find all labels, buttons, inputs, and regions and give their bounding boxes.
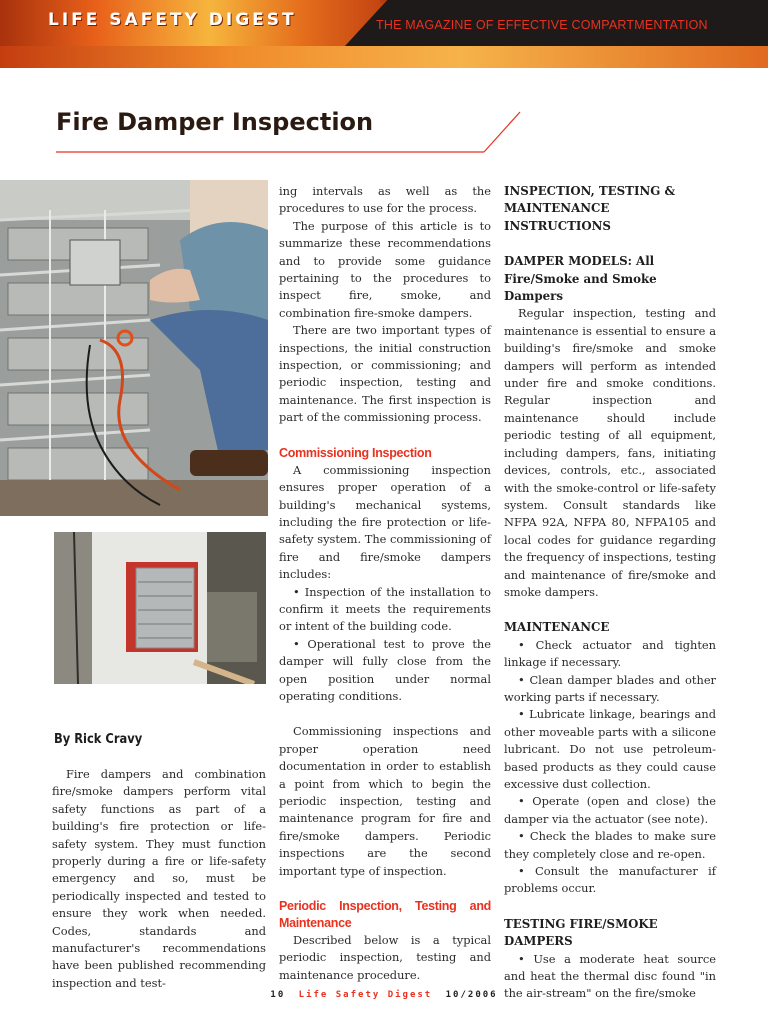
photo-technician-inspecting-damper [0,180,268,516]
paragraph-commissioning: A commissioning inspection ensures proper operation of a building's mechanical systems, including the fire protection or life-safety system. The commissioning of fire and fire/smoke dampers includes: [279,462,491,582]
article-column-right [504,183,716,1003]
photo-installed-damper-wall [54,532,266,684]
paragraph-inspection-types: There are two important types of inspections, the initial construction inspection, or commissioning; and periodic inspection, testing and maintenance. The first inspection is part of the commissioning process. [279,323,491,425]
page-footer [0,990,768,1000]
article-byline: By Rick Cravy [54,731,143,747]
article-headline: Fire Damper Inspection [56,108,374,136]
paragraph-purpose: The purpose of this article is to summarize these recommendations and to provide some guidance pertaining to the procedures to inspect fire, smoke, and combination fire-smoke dampers. [279,218,491,320]
subhead-maintenance: MAINTENANCE [504,620,610,635]
bullet-operate-damper: • Operate (open and close) the damper via the actuator (see note). [504,794,716,826]
paragraph-intro: Fire dampers and combination fire/smoke dampers perform vital safety functions as part of a building's fire protection or life-safety system. They must function properly during a fire or life-safety emergency and so, must be periodically inspected and tested to ensure they work when needed. Codes, standards and manufacturer's recommendations have been published recommending inspection and test- [52,767,266,990]
paragraph-documentation: Commissioning inspections and proper operation need documentation in order to establish a point from which to begin the periodic inspection, testing and maintenance program for fire and fire/smoke dampers. Periodic inspections are the second important type of inspection. [279,724,491,878]
masthead-title: LIFE SAFETY DIGEST [48,10,297,30]
paragraph-regular-inspection: Regular inspection, testing and maintenance is essential to ensure a building's fire/smoke and smoke dampers will perform as intended under fire and smoke conditions. Regular inspection and maintenance should include periodic testing of all equipment, including dampers, fans, initiating devices, controls, etc., associated with the smoke-control or life-safety system. Consult standards like NFPA 92A, NFPA 80, NFPA105 and local codes for guidance regarding the frequency of inspections, testing and maintenance of fire/smoke and smoke dampers. [504,306,716,599]
subhead-commissioning: Commissioning Inspection [279,445,432,460]
subhead-periodic-inspection: Periodic Inspection, Testing and Maintenance [279,899,491,931]
bullet-operational-test: • Operational test to prove the damper will fully close from the open position under normal operating conditions. [279,636,491,703]
masthead-tagline: THE MAGAZINE OF EFFECTIVE COMPARTMENTATION [376,18,708,32]
footer-magazine-name: Life Safety Digest [298,990,433,1000]
subhead-instructions: INSPECTION, TESTING & MAINTENANCE INSTRUCTIONS [504,184,676,233]
bullet-check-actuator: • Check actuator and tighten linkage if necessary. [504,637,716,670]
headline-rule [56,108,526,156]
banner-stripe [0,46,768,68]
bullet-installation-inspection: • Inspection of the installation to confirm it meets the requirements or intent of the building code. [279,584,491,634]
bullet-check-blades: • Check the blades to make sure they completely close and re-open. [504,829,716,861]
paragraph-continued: ing intervals as well as the procedures to use for the process. [279,184,491,216]
article-column-middle [279,183,491,984]
page-number: 10 [270,990,286,1000]
bullet-consult-manufacturer: • Consult the manufacturer if problems occur. [504,864,716,896]
subhead-damper-models: DAMPER MODELS: All Fire/Smoke and Smoke Dampers [504,254,657,304]
article-column-left [52,766,266,992]
subhead-testing: TESTING FIRE/SMOKE DAMPERS [504,916,658,949]
bullet-lubricate: • Lubricate linkage, bearings and other moveable parts with a silicone lubricant. Do not use petroleum-based products as they could cause excessive dust collection. [504,707,716,791]
paragraph-procedure-intro: Described below is a typical periodic inspection, testing and maintenance procedure. [279,933,491,982]
bullet-clean-blades: • Clean damper blades and other working parts if necessary. [504,672,716,704]
masthead-banner [0,0,768,68]
footer-issue-date: 10/2006 [445,990,498,1000]
bullet-heat-source: • Use a moderate heat source and heat the thermal disc found "in the air-stream" on the fire/smoke [504,951,716,1001]
